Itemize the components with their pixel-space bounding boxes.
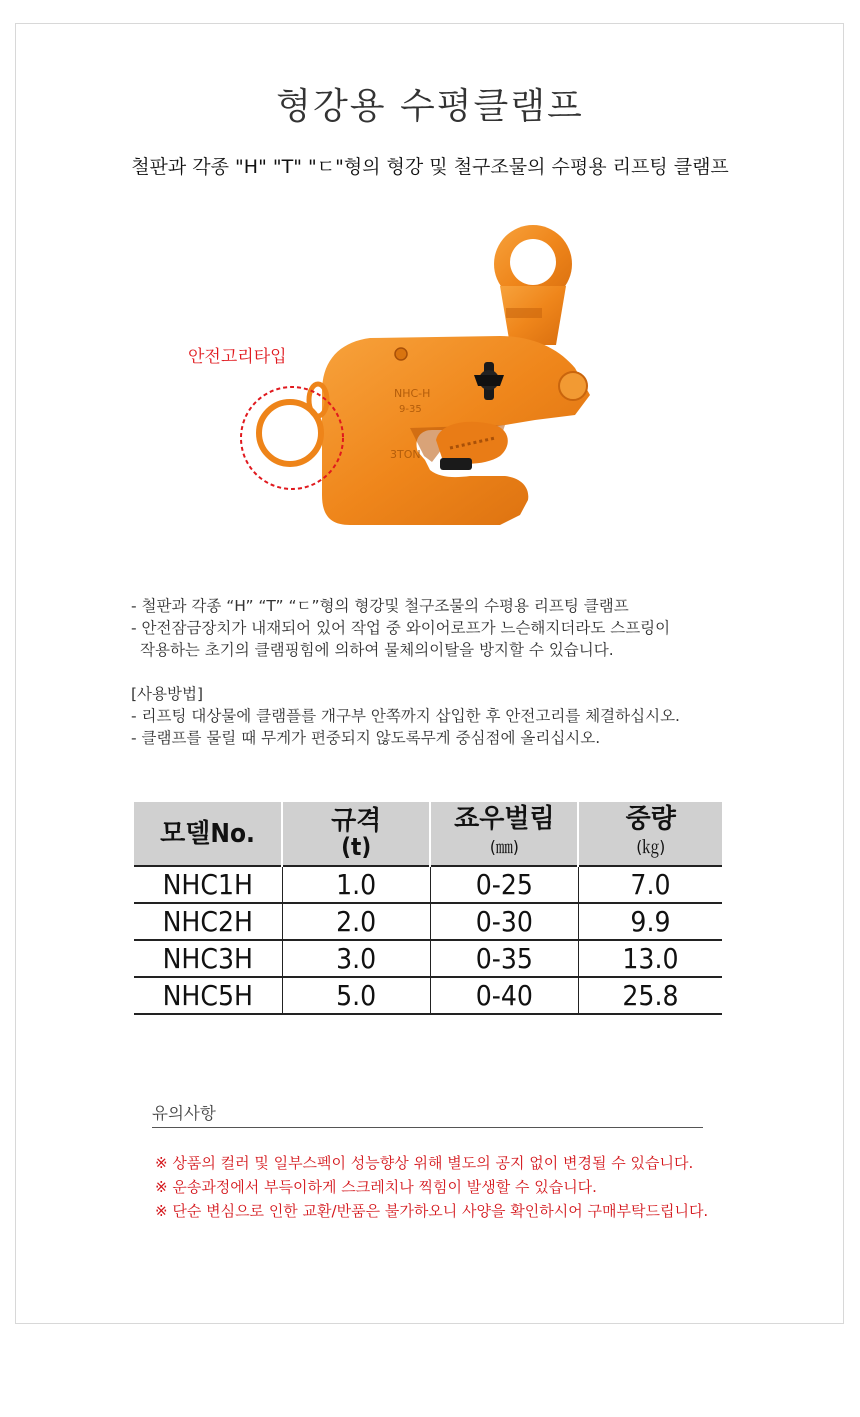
header-model: 모델No. <box>134 802 282 866</box>
table-row <box>134 977 722 1014</box>
table-row <box>134 866 722 903</box>
body-marking-size: 9-35 <box>399 404 422 415</box>
spec-table-header <box>134 802 722 866</box>
header-jaw-opening: 죠우벌림 (㎜) <box>430 802 578 866</box>
page-title: 형강용 수평클램프 <box>276 86 584 127</box>
body-marking-model: NHC-H <box>394 387 431 400</box>
notice-divider <box>152 1127 703 1128</box>
lifting-eye <box>494 225 572 345</box>
cell-model: NHC1H <box>134 866 282 903</box>
notice-item: ※ 운송과정에서 부득이하게 스크레치나 찍힘이 발생할 수 있습니다. <box>155 1178 597 1196</box>
safety-hook-callout: 안전고리타입 <box>188 347 287 367</box>
notice-item: ※ 단순 변심으로 인한 교환/반품은 불가하오니 사양을 확인하시어 구매부탁드립니다. <box>155 1202 709 1220</box>
safety-ring <box>259 384 327 464</box>
cell-model: NHC3H <box>134 940 282 977</box>
cell-capacity: 3.0 <box>282 940 430 977</box>
usage-line: - 리프팅 대상물에 클램플를 개구부 안쪽까지 삽입한 후 안전고리를 체결하십시오. <box>131 707 680 725</box>
notice-title: 유의사항 <box>152 1104 216 1123</box>
description-line: - 철판과 각종 “H” “T” “ㄷ”형의 형강및 철구조물의 수평용 리프팅 클램프 <box>131 597 629 615</box>
header-capacity: 규격 (t) <box>282 802 430 866</box>
table-row <box>134 903 722 940</box>
cell-capacity: 2.0 <box>282 903 430 940</box>
cell-capacity: 1.0 <box>282 866 430 903</box>
header-weight: 중량 (㎏) <box>578 802 722 866</box>
cell-jaw-opening: 0-25 <box>430 866 578 903</box>
cell-weight: 7.0 <box>578 866 722 903</box>
cell-weight: 9.9 <box>578 903 722 940</box>
cell-capacity: 5.0 <box>282 977 430 1014</box>
product-description <box>131 595 771 749</box>
table-row <box>134 940 722 977</box>
clamp-product-image <box>236 218 598 548</box>
cell-jaw-opening: 0-35 <box>430 940 578 977</box>
cell-model: NHC5H <box>134 977 282 1014</box>
cell-jaw-opening: 0-30 <box>430 903 578 940</box>
cell-jaw-opening: 0-40 <box>430 977 578 1014</box>
notice-list <box>155 1151 708 1223</box>
usage-line: - 클램프를 물릴 때 무게가 편중되지 않도록무게 중심점에 올리십시오. <box>131 729 601 747</box>
description-line: 작용하는 초기의 클램핑힘에 의하여 물체의이탈을 방지할 수 있습니다. <box>140 641 614 659</box>
cell-weight: 13.0 <box>578 940 722 977</box>
page-subtitle: 철판과 각종 "H" "T" "ㄷ"형의 형강 및 철구조물의 수평용 리프팅 클램프 <box>131 156 729 178</box>
body-marking-capacity: 3TON <box>390 448 421 461</box>
cell-weight: 25.8 <box>578 977 722 1014</box>
spec-table <box>134 802 722 1015</box>
usage-heading: [사용방법] <box>131 685 203 703</box>
cell-model: NHC2H <box>134 903 282 940</box>
notice-item: ※ 상품의 컬러 및 일부스펙이 성능향상 위해 별도의 공지 없이 변경될 수 있습니다. <box>155 1154 694 1172</box>
clamp-cam <box>436 422 508 464</box>
description-line: - 안전잠금장치가 내재되어 있어 작업 중 와이어로프가 느슨해지더라도 스프링이 <box>131 619 671 637</box>
